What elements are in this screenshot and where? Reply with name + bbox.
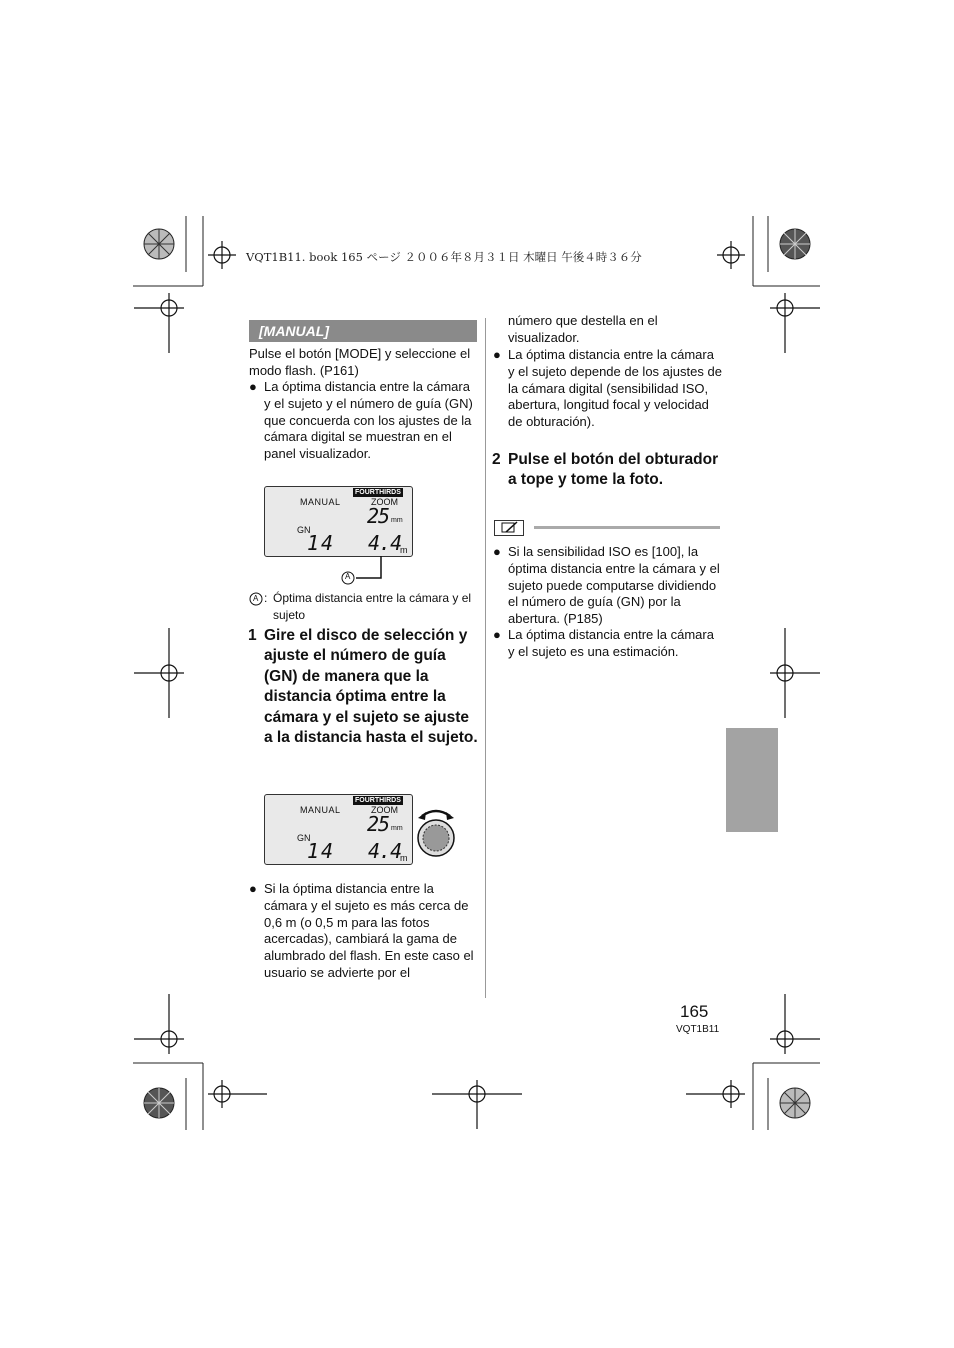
section-title: [MANUAL] — [249, 320, 477, 342]
page-number: 165 — [680, 1002, 709, 1021]
lcd-gn-value: 14 — [307, 531, 336, 555]
lcd-zoom-value: 25 — [367, 812, 390, 836]
lcd-zoom-value: 25 — [367, 504, 390, 528]
step-1 — [248, 626, 478, 748]
step-number: 1 — [248, 627, 257, 644]
fourthirds-logo: FOURTHIRDS — [355, 489, 401, 496]
fourthirds-logo: FOURTHIRDS — [355, 797, 401, 804]
lcd-gn-label: GN — [297, 525, 311, 535]
flash-lcd-panel — [264, 794, 413, 865]
bullet-text: Si la sensibilidad ISO es [100], la óptima distancia entre la cámara y el sujeto puede computarse dividiendo el número de guía (GN) por la abertura. (P185) — [508, 544, 720, 627]
lcd-mode: MANUAL — [300, 497, 341, 507]
continued-text: número que destella en el visualizador. — [508, 313, 658, 345]
caption-marker: A — [253, 594, 259, 603]
side-tab — [726, 728, 778, 832]
book-header-info: VQT1B11. book 165 ページ ２００６年８月３１日 木曜日 午後４時３６分 — [246, 250, 642, 264]
step-2 — [492, 450, 722, 491]
document-code: VQT1B11 — [676, 1024, 720, 1035]
column-divider — [485, 318, 486, 998]
callout-line — [340, 550, 390, 590]
flash-lcd-panel — [264, 486, 413, 557]
step-text: Pulse el botón del obturador a tope y tome la foto. — [508, 451, 719, 489]
lcd-zoom-unit: mm — [391, 517, 403, 524]
bullet-icon: ● — [249, 881, 257, 896]
lcd-distance-value: 4.4 — [368, 839, 402, 863]
list-item — [493, 347, 722, 431]
list-item — [493, 544, 722, 628]
step-text: Gire el disco de selección y ajuste el número de guía (GN) de manera que la distancia óptima entre la cámara y el sujeto se ajuste a la distancia hasta el sujeto. — [264, 627, 478, 747]
lcd-zoom-unit: mm — [391, 825, 403, 832]
bullet-text: La óptima distancia entre la cámara y el sujeto es una estimación. — [508, 627, 714, 659]
note-pencil-icon — [494, 520, 524, 536]
step-number: 2 — [492, 451, 501, 468]
bullet-icon: ● — [249, 379, 257, 394]
lcd-zoom-label: ZOOM — [371, 805, 398, 815]
lcd-gn-value: 14 — [307, 839, 336, 863]
caption-text: Óptima distancia entre la cámara y el sujeto — [273, 591, 472, 622]
bullet-icon: ● — [493, 347, 501, 362]
bullet-icon: ● — [493, 627, 501, 642]
lcd-mode: MANUAL — [300, 805, 341, 815]
lcd-distance-unit: m — [400, 545, 408, 555]
bullet-icon: ● — [493, 544, 501, 559]
list-item — [493, 627, 722, 661]
lcd-gn-label: GN — [297, 833, 311, 843]
list-item — [249, 881, 476, 982]
note-divider — [534, 526, 720, 529]
list-item — [249, 379, 476, 463]
rotary-dial-icon — [416, 804, 456, 862]
bullet-text: La óptima distancia entre la cámara y el sujeto y el número de guía (GN) que concuerda con los ajustes de la cámara digital se muestran en el panel visualizador. — [264, 379, 473, 462]
lcd-zoom-label: ZOOM — [371, 497, 398, 507]
intro-text: Pulse el botón [MODE] y seleccione el modo flash. (P161) — [249, 346, 471, 378]
bullet-text: La óptima distancia entre la cámara y el sujeto depende de los ajustes de la cámara digital (sensibilidad ISO, abertura, longitud focal y velocidad de obturación). — [508, 347, 722, 430]
bullet-text: Si la óptima distancia entre la cámara y el sujeto es más cerca de 0,6 m (o 0,5 m para las fotos acercadas), cambiará la gama de alumbrado del flash. En este caso el usuario se advierte por el — [264, 881, 474, 980]
lcd-distance-unit: m — [400, 853, 408, 863]
callout-marker: A — [345, 572, 351, 581]
lcd-distance-value: 4.4 — [368, 531, 402, 555]
